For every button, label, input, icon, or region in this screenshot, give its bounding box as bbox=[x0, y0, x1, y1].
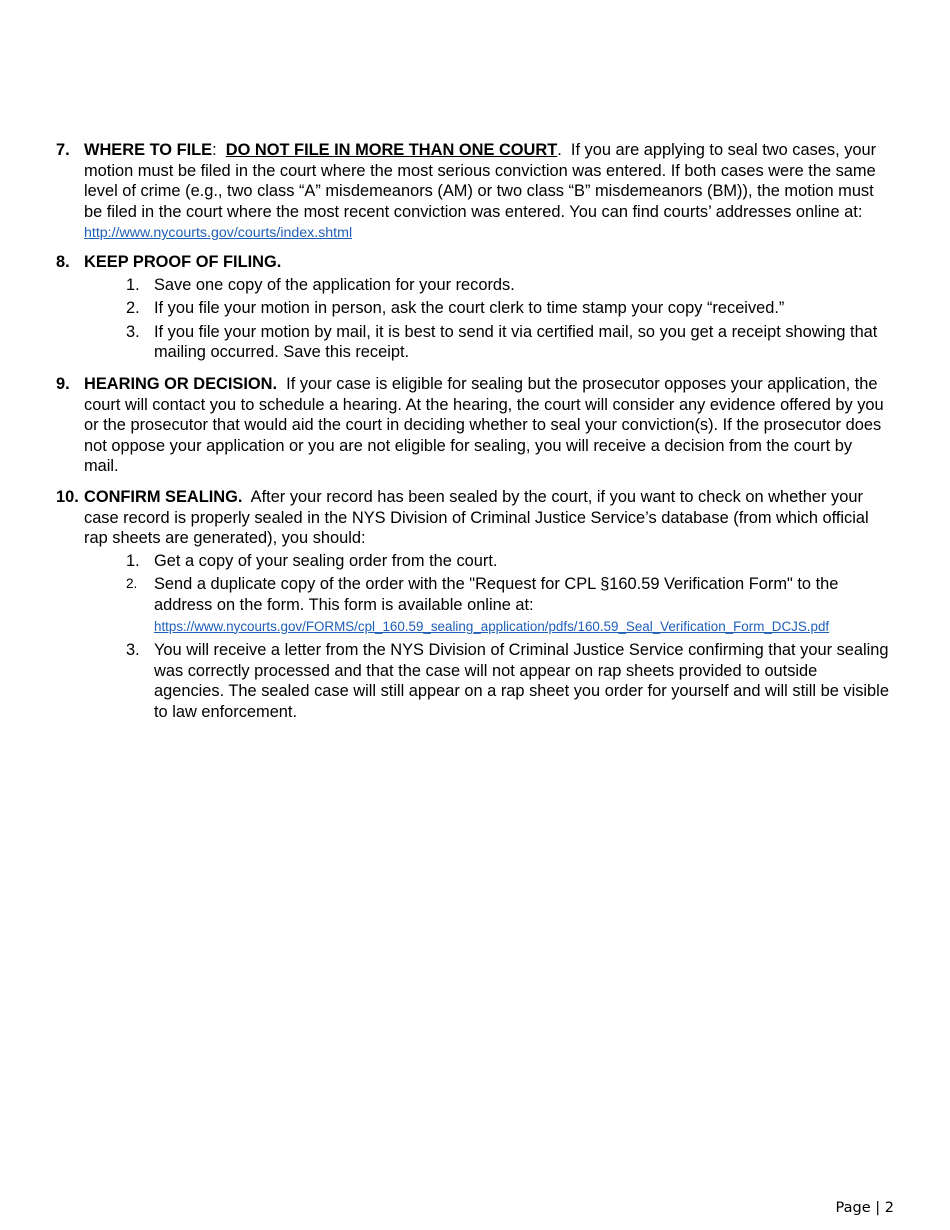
sub-item-text: You will receive a letter from the NYS Division of Criminal Justice Service confirming that your sealing was correctly processed and that the case will not appear on rap sheets provided to outside agencies. The sealed case will still appear on a rap sheet you order for yourself and will still be visible to law enforcement. bbox=[154, 641, 889, 721]
sub-item-text: If you file your motion by mail, it is best to send it via certified mail, so you get a receipt showing that mailing occurred. Save this receipt. bbox=[154, 322, 878, 362]
page-number: 2 bbox=[884, 1200, 894, 1216]
sub-item-number: 2. bbox=[126, 576, 138, 592]
sub-item-text: Get a copy of your sealing order from the court. bbox=[154, 551, 498, 570]
verification-form-link[interactable]: https://www.nycourts.gov/FORMS/cpl_160.59_sealing_application/pdfs/160.59_Seal_Verification_Form_DCJS.pdf bbox=[154, 618, 830, 634]
warning-emphasis: DO NOT FILE IN MORE THAN ONE COURT bbox=[225, 141, 558, 159]
item-text: After your record has been sealed by the court, if you want to check on whether your case record is properly sealed in the NYS Division of Criminal Justice Service’s database (from which official rap sheets are generated), you should: bbox=[84, 488, 869, 548]
sub-item-number: 1. bbox=[126, 551, 140, 570]
sub-list-item bbox=[56, 574, 890, 637]
page-separator: | bbox=[875, 1200, 881, 1216]
item-text: If you are applying to seal two cases, your motion must be filed in the court where the most serious conviction was entered. If both cases were the same level of crime (e.g., two class “A” misdemeanors (AM) or two class “B” misdemeanors (BM)), the motion must be filed in the court where the most recent conviction was entered. You can find courts’ addresses online at: bbox=[84, 141, 877, 221]
page-label: Page bbox=[835, 1200, 871, 1216]
sub-item-text: Send a duplicate copy of the order with the "Request for CPL §160.59 Verification Form" to the address on the form. This form is available online at: bbox=[154, 575, 839, 614]
sub-list-item bbox=[56, 322, 890, 363]
item-heading: KEEP PROOF OF FILING. bbox=[84, 253, 282, 271]
item-number: 7. bbox=[56, 141, 70, 159]
item-body bbox=[84, 252, 890, 273]
item-body bbox=[84, 374, 890, 477]
item-heading: HEARING OR DECISION. bbox=[84, 375, 278, 393]
item-number: 8. bbox=[56, 253, 70, 271]
sub-list-item bbox=[56, 298, 890, 319]
sub-item-text: If you file your motion in person, ask the court clerk to time stamp your copy “received.” bbox=[154, 299, 785, 318]
item-heading: CONFIRM SEALING. bbox=[84, 488, 243, 506]
item-body bbox=[84, 487, 890, 549]
instruction-item-8 bbox=[56, 252, 890, 366]
sub-list-item bbox=[56, 275, 890, 296]
heading-separator: : bbox=[212, 141, 217, 159]
sub-item-number: 1. bbox=[126, 275, 140, 294]
sub-item-number: 2. bbox=[126, 299, 140, 318]
instruction-item-7 bbox=[56, 140, 890, 244]
page-footer bbox=[836, 1198, 894, 1219]
item-text: If your case is eligible for sealing but the prosecutor opposes your application, the court will contact you to schedule a hearing. At the hearing, the court will consider any evidence offered by you or the prosecutor that would aid the court in deciding whether to seal your conviction(s). If the prosecutor does not oppose your application or you are not eligible for sealing, you will receive a decision from the court by mail. bbox=[84, 375, 884, 476]
sub-list bbox=[56, 551, 890, 723]
instruction-item-10 bbox=[56, 487, 890, 726]
sub-list-item bbox=[56, 551, 890, 572]
item-number: 9. bbox=[56, 375, 70, 393]
item-heading: WHERE TO FILE bbox=[84, 141, 213, 159]
instruction-item-9 bbox=[56, 374, 890, 477]
sub-item-number: 3. bbox=[126, 641, 140, 660]
courts-address-link[interactable]: http://www.nycourts.gov/courts/index.shtml bbox=[84, 225, 353, 242]
item-number: 10. bbox=[56, 488, 79, 506]
sub-list bbox=[56, 275, 890, 363]
emphasis-end: . bbox=[557, 141, 562, 159]
item-body bbox=[84, 140, 890, 244]
sub-item-text: Save one copy of the application for your records. bbox=[154, 275, 515, 294]
sub-list-item bbox=[56, 640, 890, 722]
sub-item-number: 3. bbox=[126, 322, 140, 341]
